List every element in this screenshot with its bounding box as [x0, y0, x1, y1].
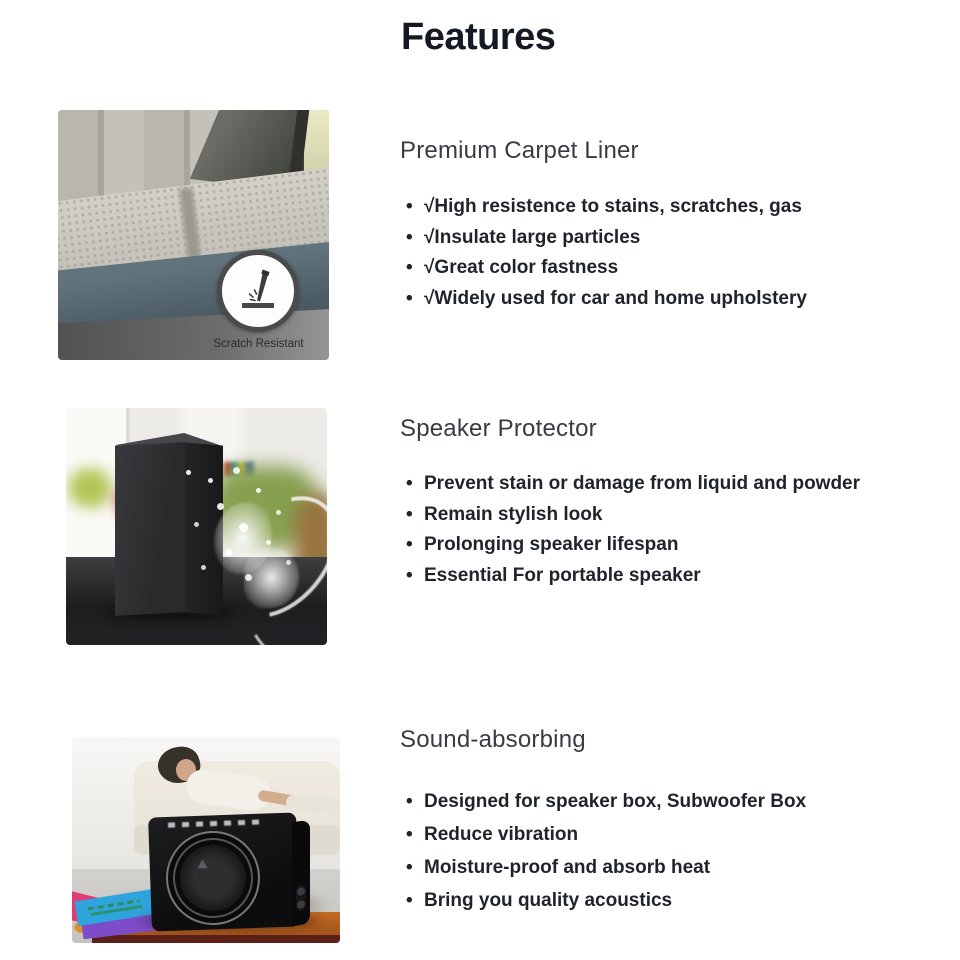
knife-scratch-icon: [234, 267, 282, 315]
bullet-dot: •: [406, 857, 413, 878]
section-heading: Speaker Protector: [400, 415, 597, 442]
feature-bullet: [406, 223, 880, 254]
bullet-dot: •: [406, 257, 413, 278]
bullet-text: Reduce vibration: [424, 824, 579, 845]
bullet-dot: •: [406, 196, 413, 217]
section-heading: Sound-absorbing: [400, 726, 586, 753]
feature-bullet: [406, 192, 880, 223]
bullet-text: Essential For portable speaker: [424, 564, 701, 586]
bullet-text: Prolonging speaker lifespan: [424, 534, 679, 555]
feature-bullet: [406, 785, 880, 818]
bullet-dot: •: [406, 791, 413, 812]
bullet-text: Designed for speaker box, Subwoofer Box: [424, 791, 807, 812]
bullet-text: √Great color fastness: [424, 257, 619, 278]
feature-list: [400, 469, 880, 591]
bullet-dot: •: [406, 824, 413, 845]
section-heading: Premium Carpet Liner: [400, 137, 639, 164]
feature-bullet: [406, 530, 880, 561]
feature-bullet: [406, 884, 880, 917]
feature-bullet: [406, 284, 880, 315]
bullet-text: Moisture-proof and absorb heat: [424, 857, 711, 878]
bullet-text: √Widely used for car and home upholstery: [424, 287, 807, 309]
feature-bullet: [406, 500, 880, 531]
feature-bullet: [406, 818, 880, 851]
bullet-dot: •: [406, 890, 413, 911]
feature-bullet: [406, 561, 880, 592]
badge-circle: [217, 250, 299, 332]
bullet-text: Remain stylish look: [424, 503, 603, 525]
driver-logo-icon: [197, 859, 207, 868]
water-splash: [176, 460, 327, 630]
sound-absorbing-photo: [72, 737, 340, 943]
scratch-resistant-badge: [201, 250, 316, 355]
bullet-dot: •: [406, 564, 413, 586]
section-sound-absorbing: [400, 726, 880, 917]
bullet-dot: •: [406, 287, 413, 309]
speaker-protector-photo: [66, 408, 327, 645]
page-title: Features: [401, 16, 556, 58]
bullet-dot: •: [406, 226, 413, 248]
section-carpet-liner: [400, 137, 880, 314]
bullet-dot: •: [406, 534, 413, 555]
bullet-dot: •: [406, 503, 413, 525]
speaker-front-face: [115, 442, 185, 616]
section-speaker-protector: [400, 415, 880, 591]
feature-list: [400, 192, 880, 314]
bullet-text: Prevent stain or damage from liquid and powder: [424, 473, 861, 494]
water-droplets: [186, 470, 191, 475]
badge-label: Scratch Resistant: [213, 338, 304, 350]
feature-bullet: [406, 253, 880, 284]
bullet-dot: •: [406, 473, 413, 494]
subwoofer-side-ports: [296, 884, 306, 911]
feature-bullet: [406, 469, 880, 500]
bullet-text: √High resistence to stains, scratches, gas: [424, 196, 802, 217]
driver-cone: [179, 844, 247, 912]
feature-list: [400, 785, 880, 917]
bullet-text: Bring you quality acoustics: [424, 890, 673, 911]
bullet-text: √Insulate large particles: [424, 226, 641, 248]
plant-blur: [68, 468, 112, 508]
table-edge: [92, 935, 340, 943]
feature-bullet: [406, 851, 880, 884]
carpet-liner-photo: [58, 110, 329, 360]
paper-writing: [88, 899, 140, 910]
